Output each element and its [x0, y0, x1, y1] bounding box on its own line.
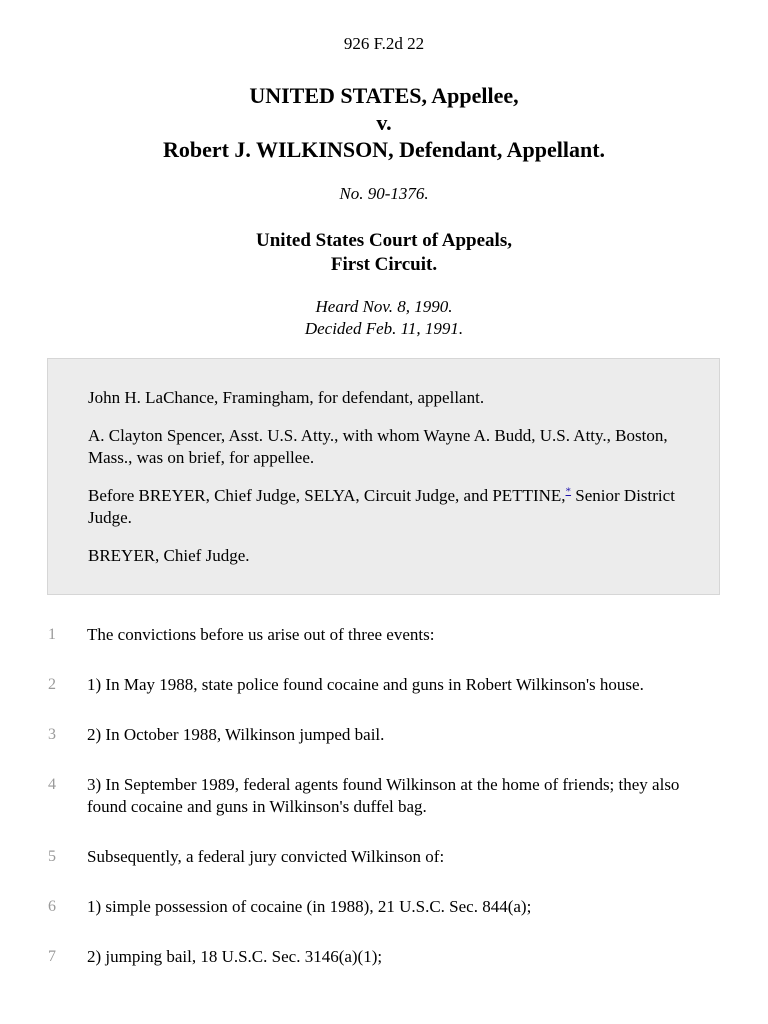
versus-line: v.: [376, 110, 392, 135]
paragraph-number: 3: [48, 726, 56, 743]
court-name-line1: United States Court of Appeals,: [256, 230, 512, 251]
paragraph-number: 2: [48, 676, 56, 693]
docket-number: No. 90-1376.: [339, 184, 429, 203]
paragraph: [0, 896, 768, 918]
opinion-author: BREYER, Chief Judge.: [88, 546, 250, 565]
paragraph: [0, 946, 768, 968]
paragraph-number: 5: [48, 848, 56, 865]
court-name-line2: First Circuit.: [330, 254, 438, 275]
paragraph: [0, 846, 768, 868]
paragraph-text: 1) In May 1988, state police found cocaine and guns in Robert Wilkinson's house.: [87, 675, 644, 694]
appellant-line: Robert J. WILKINSON, Defendant, Appellant.: [162, 137, 606, 162]
court-name: [0, 229, 768, 277]
opinion-body: [0, 624, 768, 996]
paragraph: [0, 624, 768, 646]
paragraph: [0, 724, 768, 746]
counsel-appellee: A. Clayton Spencer, Asst. U.S. Atty., with whom Wayne A. Budd, U.S. Atty., Boston, Mass., was on brief, for appellee.: [88, 426, 668, 467]
case-parties: [0, 82, 768, 163]
paragraph-number: 6: [48, 898, 56, 915]
paragraph: [0, 674, 768, 696]
paragraph-number: 4: [48, 776, 56, 793]
decided-date: Decided Feb. 11, 1991.: [304, 319, 464, 338]
heard-date: Heard Nov. 8, 1990.: [315, 297, 453, 316]
paragraph-text: 2) jumping bail, 18 U.S.C. Sec. 3146(a)(1);: [87, 947, 383, 966]
counsel-defendant: John H. LaChance, Framingham, for defendant, appellant.: [88, 388, 485, 407]
footnote-link[interactable]: *: [565, 485, 572, 498]
appellee-line: UNITED STATES, Appellee,: [249, 83, 519, 108]
case-dates: [0, 296, 768, 340]
case-citation: 926 F.2d 22: [343, 34, 425, 53]
prelims-box: [47, 358, 720, 595]
paragraph-number: 1: [48, 626, 56, 643]
paragraph-text: 1) simple possession of cocaine (in 1988), 21 U.S.C. Sec. 844(a);: [87, 897, 532, 916]
paragraph-text: Subsequently, a federal jury convicted Wilkinson of:: [87, 847, 445, 866]
panel-judges: [88, 485, 679, 529]
panel-before-text: Before BREYER, Chief Judge, SELYA, Circuit Judge, and PETTINE,: [88, 486, 566, 505]
paragraph-number: 7: [48, 948, 56, 965]
paragraph-text: The convictions before us arise out of three events:: [87, 625, 435, 644]
paragraph-text: 2) In October 1988, Wilkinson jumped bail.: [87, 725, 385, 744]
paragraph: [0, 774, 768, 818]
panel-after-text: Senior District Judge.: [88, 486, 675, 527]
paragraph-text: 3) In September 1989, federal agents found Wilkinson at the home of friends; they also found cocaine and guns in Wilkinson's duffel bag.: [87, 775, 680, 816]
